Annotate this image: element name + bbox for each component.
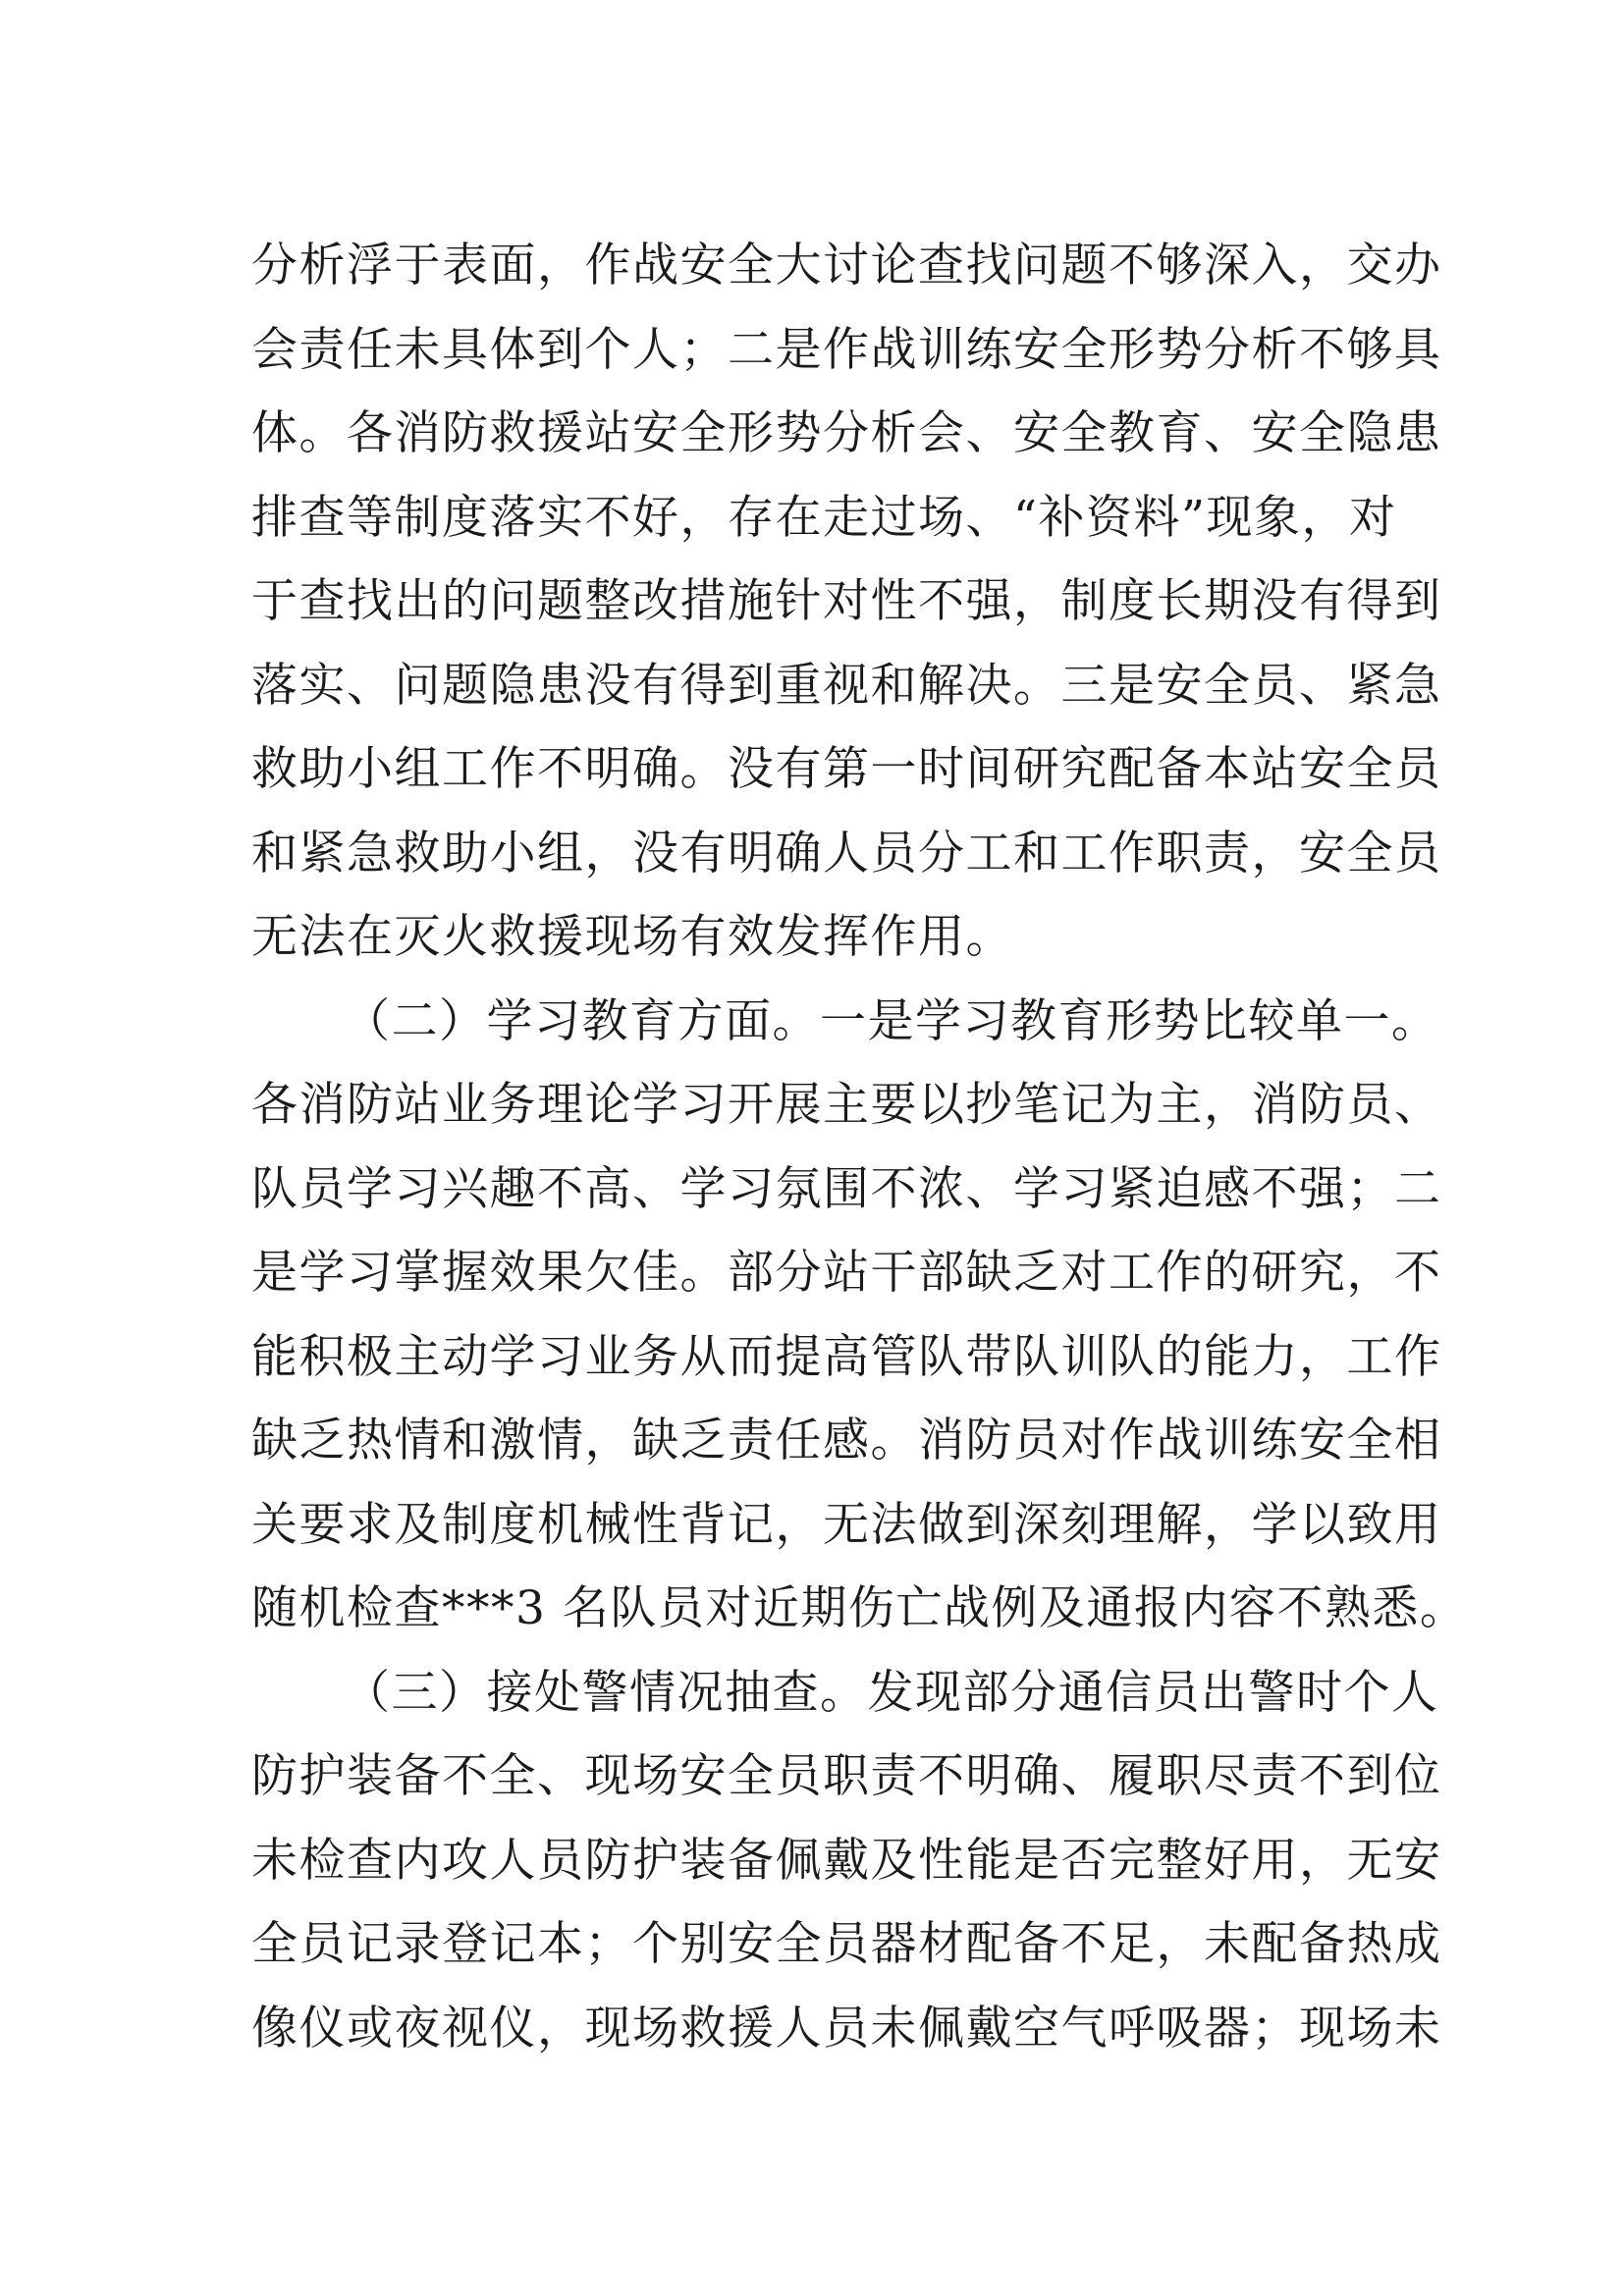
text-line: 排查等制度落实不好，存在走过场、“补资料”现象，对	[251, 490, 1397, 545]
body-text	[251, 224, 1468, 2070]
text-line: 落实、问题隐患没有得到重视和解决。三是安全员、紧急	[251, 658, 1442, 713]
text-line: 会责任未具体到个人；二是作战训练安全形势分析不够具	[251, 322, 1442, 377]
text-line: 关要求及制度机械性背记，无法做到深刻理解，学以致用	[251, 1497, 1442, 1552]
text-line: 体。各消防救援站安全形势分析会、安全教育、安全隐患	[251, 406, 1442, 460]
text-line: 队员学习兴趣不高、学习氛围不浓、学习紧迫感不强；二	[251, 1161, 1442, 1216]
text-line: 缺乏热情和激情，缺乏责任感。消防员对作战训练安全相	[251, 1414, 1442, 1468]
text-line: 各消防站业务理论学习开展主要以抄笔记为主，消防员、	[251, 1078, 1442, 1132]
text-line: 和紧急救助小组，没有明确人员分工和工作职责，安全员	[251, 826, 1442, 881]
section-heading-line: （三）接处警情况抽查。发现部分通信员出警时个人	[344, 1665, 1439, 1720]
text-line: 分析浮于表面，作战安全大讨论查找问题不够深入，交办	[251, 239, 1442, 293]
text-line: 能积极主动学习业务从而提高管队带队训队的能力，工作	[251, 1329, 1442, 1384]
text-line: 于查找出的问题整改措施针对性不强，制度长期没有得到	[251, 574, 1442, 628]
text-line: 像仪或夜视仪，现场救援人员未佩戴空气呼吸器；现场未	[251, 2001, 1442, 2056]
text-line: 全员记录登记本；个别安全员器材配备不足，未配备热成	[251, 1917, 1442, 1971]
text-line: 救助小组工作不明确。没有第一时间研究配备本站安全员	[251, 742, 1442, 796]
text-line: 是学习掌握效果欠佳。部分站干部缺乏对工作的研究，不	[251, 1246, 1442, 1300]
text-line: 无法在灭火救援现场有效发挥作用。	[251, 910, 1013, 964]
text-line: 未检查内攻人员防护装备佩戴及性能是否完整好用，无安	[251, 1833, 1442, 1888]
text-line: 防护装备不全、现场安全员职责不明确、履职尽责不到位	[251, 1749, 1442, 1803]
text-line: 随机检查***3 名队员对近期伤亡战例及通报内容不熟悉。	[251, 1581, 1468, 1635]
section-heading-line: （二）学习教育方面。一是学习教育形势比较单一。	[344, 993, 1439, 1048]
